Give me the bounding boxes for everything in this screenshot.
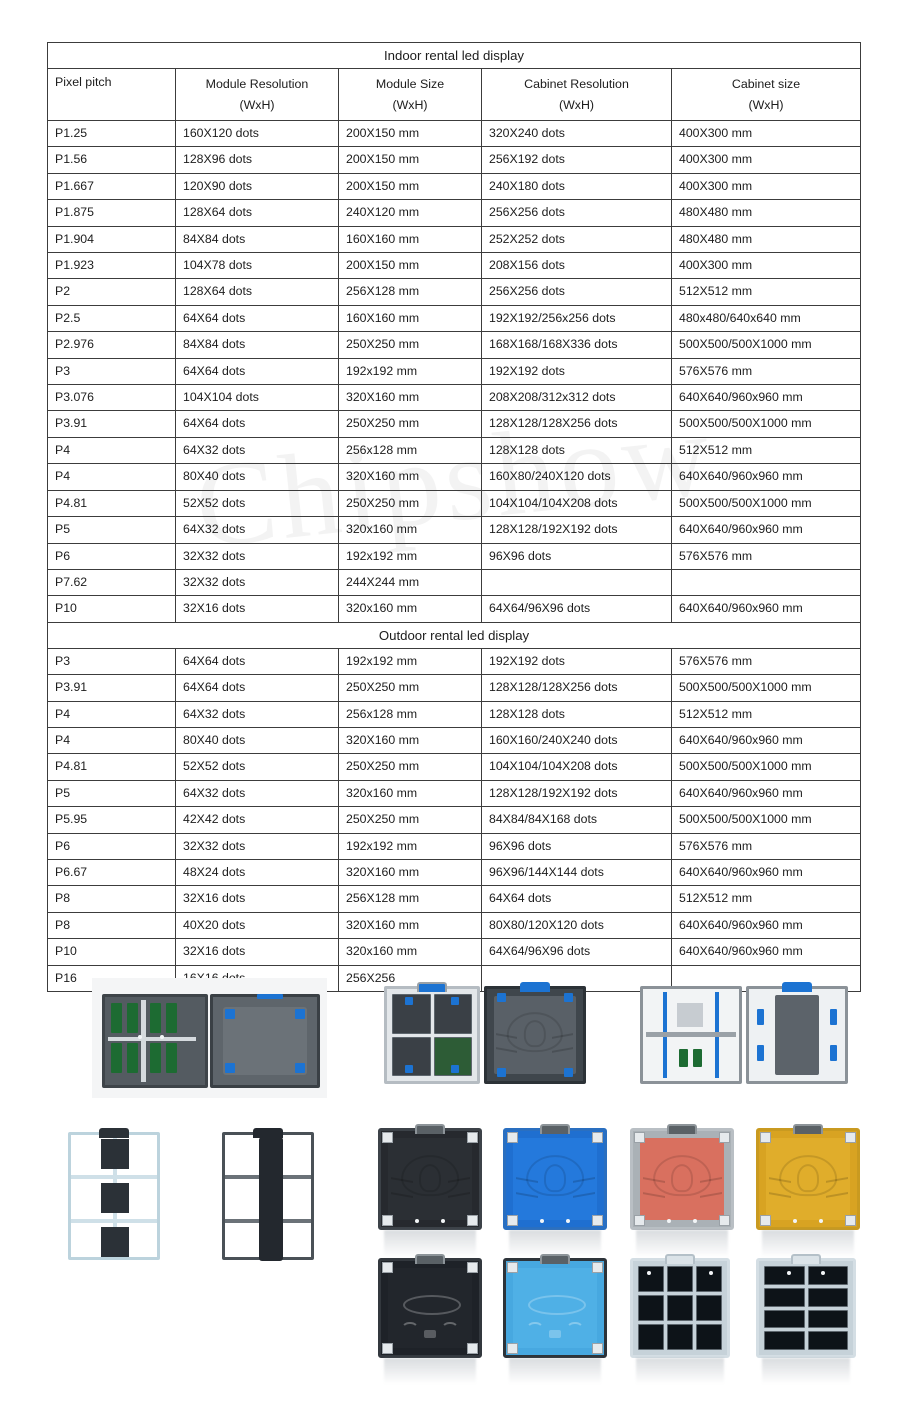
table-cell: 32X16 dots	[176, 886, 339, 912]
table-cell: 320x160 mm	[339, 939, 482, 965]
table-cell: 256x128 mm	[339, 437, 482, 463]
column-header-4	[672, 69, 861, 121]
table-cell: 128X128/128X256 dots	[482, 411, 672, 437]
table-cell: P2.5	[48, 305, 176, 331]
table-cell: 128X128/192X192 dots	[482, 517, 672, 543]
photo-cabinet-silver-frame-pair	[380, 974, 595, 1092]
table-cell: 576X576 mm	[672, 543, 861, 569]
table-cell: 128X64 dots	[176, 279, 339, 305]
table-cell: P1.56	[48, 147, 176, 173]
table-row	[48, 437, 861, 463]
table-cell: P6	[48, 833, 176, 859]
table-cell: 512X512 mm	[672, 437, 861, 463]
table-cell: 250X250 mm	[339, 411, 482, 437]
section-title: Indoor rental led display	[48, 43, 861, 69]
photo-cabinet-module-grid-2x4	[756, 1258, 856, 1358]
table-cell: P3	[48, 358, 176, 384]
column-header-sublabel: (WxH)	[748, 97, 784, 112]
table-row	[48, 727, 861, 753]
table-cell: P3.91	[48, 675, 176, 701]
table-cell: 128X128/128X256 dots	[482, 675, 672, 701]
table-cell: 400X300 mm	[672, 173, 861, 199]
table-cell: 200X150 mm	[339, 173, 482, 199]
table-row	[48, 807, 861, 833]
table-cell: 320X160 mm	[339, 727, 482, 753]
table-cell: 256X256 dots	[482, 200, 672, 226]
table-cell: 400X300 mm	[672, 253, 861, 279]
table-cell: P7.62	[48, 569, 176, 595]
section-title: Outdoor rental led display	[48, 622, 861, 648]
table-row	[48, 780, 861, 806]
table-cell: 244X244 mm	[339, 569, 482, 595]
table-cell: 64X32 dots	[176, 780, 339, 806]
spec-table-container	[47, 42, 860, 992]
table-cell: 640X640/960x960 mm	[672, 859, 861, 885]
table-cell: 512X512 mm	[672, 701, 861, 727]
table-cell: 96X96 dots	[482, 543, 672, 569]
table-cell: 32X16 dots	[176, 596, 339, 622]
table-cell: 252X252 dots	[482, 226, 672, 252]
table-cell: P5	[48, 780, 176, 806]
photo-cabinet-tall-frame-dark	[222, 1132, 314, 1260]
table-cell: 208X156 dots	[482, 253, 672, 279]
table-cell: 32X16 dots	[176, 939, 339, 965]
table-cell: 500X500/500X1000 mm	[672, 675, 861, 701]
table-cell: 320x160 mm	[339, 596, 482, 622]
table-cell: 320X160 mm	[339, 859, 482, 885]
table-cell: P3	[48, 648, 176, 674]
table-cell: 320x160 mm	[339, 780, 482, 806]
photo-cabinet-tall-frame-light	[68, 1132, 160, 1260]
cabinet-rear-pcb-right	[210, 994, 320, 1088]
table-cell: 64X32 dots	[176, 517, 339, 543]
table-cell: 64X64 dots	[482, 886, 672, 912]
table-cell: 400X300 mm	[672, 147, 861, 173]
column-header-3	[482, 69, 672, 121]
table-cell: 256X256 dots	[482, 279, 672, 305]
table-cell: 64X32 dots	[176, 437, 339, 463]
table-cell: 104X78 dots	[176, 253, 339, 279]
table-row	[48, 121, 861, 147]
table-cell: P10	[48, 596, 176, 622]
table-cell: 160X120 dots	[176, 121, 339, 147]
table-cell: P10	[48, 939, 176, 965]
table-cell: P4.81	[48, 490, 176, 516]
column-header-label: Module Size	[375, 76, 445, 91]
column-header-sublabel: (WxH)	[392, 97, 428, 112]
table-cell: 200X150 mm	[339, 147, 482, 173]
table-cell: P8	[48, 912, 176, 938]
table-cell: 192X192 dots	[482, 358, 672, 384]
table-cell: P4	[48, 464, 176, 490]
table-cell: 128X128/192X192 dots	[482, 780, 672, 806]
table-cell: 84X84/84X168 dots	[482, 807, 672, 833]
section-title-row	[48, 622, 861, 648]
cabinet-silver-front	[484, 986, 586, 1084]
table-cell: P3.91	[48, 411, 176, 437]
table-cell: 480X480 mm	[672, 200, 861, 226]
table-row	[48, 226, 861, 252]
table-cell: 320X160 mm	[339, 464, 482, 490]
table-cell: 84X84 dots	[176, 226, 339, 252]
product-gallery	[0, 960, 908, 1390]
table-row	[48, 411, 861, 437]
table-cell: P4	[48, 437, 176, 463]
table-row	[48, 886, 861, 912]
table-cell: 640X640/960x960 mm	[672, 912, 861, 938]
table-cell: 64X64 dots	[176, 675, 339, 701]
table-row	[48, 648, 861, 674]
table-cell: 500X500/500X1000 mm	[672, 754, 861, 780]
column-header-label: Module Resolution	[205, 76, 309, 91]
table-cell: 500X500/500X1000 mm	[672, 807, 861, 833]
table-cell: 250X250 mm	[339, 754, 482, 780]
table-cell: 256X192 dots	[482, 147, 672, 173]
table-cell: 168X168/168X336 dots	[482, 332, 672, 358]
table-cell: 640X640/960x960 mm	[672, 517, 861, 543]
photo-cabinet-front-red	[630, 1128, 734, 1230]
table-cell: 640X640/960x960 mm	[672, 596, 861, 622]
table-cell: 192x192 mm	[339, 833, 482, 859]
column-header-0	[48, 69, 176, 121]
table-row	[48, 569, 861, 595]
table-cell: 160X80/240X120 dots	[482, 464, 672, 490]
table-cell: 64X32 dots	[176, 701, 339, 727]
table-cell: 512X512 mm	[672, 886, 861, 912]
table-cell: 320x160 mm	[339, 517, 482, 543]
column-header-label: Cabinet size	[731, 76, 801, 91]
table-cell: P1.25	[48, 121, 176, 147]
table-cell: 160X160 mm	[339, 305, 482, 331]
table-cell: 250X250 mm	[339, 490, 482, 516]
cabinet-rear-pcb-left	[102, 994, 208, 1088]
table-cell: 640X640/960x960 mm	[672, 939, 861, 965]
table-cell: 128X128 dots	[482, 701, 672, 727]
table-row	[48, 200, 861, 226]
table-cell: 48X24 dots	[176, 859, 339, 885]
table-cell: 128X64 dots	[176, 200, 339, 226]
table-row	[48, 385, 861, 411]
table-cell: 104X104/104X208 dots	[482, 754, 672, 780]
photo-cabinet-front-gold	[756, 1128, 860, 1230]
table-row	[48, 147, 861, 173]
table-cell: 96X96 dots	[482, 833, 672, 859]
table-cell: 64X64/96X96 dots	[482, 596, 672, 622]
table-cell: 32X32 dots	[176, 833, 339, 859]
table-cell: 192X192 dots	[482, 648, 672, 674]
table-cell: 64X64 dots	[176, 411, 339, 437]
column-header-row	[48, 69, 861, 121]
table-row	[48, 596, 861, 622]
table-cell: 52X52 dots	[176, 754, 339, 780]
table-cell: 208X208/312x312 dots	[482, 385, 672, 411]
table-cell: 32X32 dots	[176, 543, 339, 569]
table-cell: P2.976	[48, 332, 176, 358]
table-row	[48, 543, 861, 569]
table-cell: P1.923	[48, 253, 176, 279]
table-row	[48, 332, 861, 358]
photo-cabinet-front-black	[378, 1128, 482, 1230]
table-cell: 42X42 dots	[176, 807, 339, 833]
table-cell: 104X104/104X208 dots	[482, 490, 672, 516]
table-cell: 576X576 mm	[672, 648, 861, 674]
table-cell: 96X96/144X144 dots	[482, 859, 672, 885]
table-row	[48, 701, 861, 727]
table-row	[48, 754, 861, 780]
table-cell: 256X128 mm	[339, 886, 482, 912]
cabinet-open-frame-right	[746, 986, 848, 1084]
table-cell: P2	[48, 279, 176, 305]
table-cell: 104X104 dots	[176, 385, 339, 411]
table-cell: P1.667	[48, 173, 176, 199]
table-cell: 192X192/256x256 dots	[482, 305, 672, 331]
table-cell: 640X640/960x960 mm	[672, 385, 861, 411]
table-cell: 64X64/96X96 dots	[482, 939, 672, 965]
table-cell: 500X500/500X1000 mm	[672, 332, 861, 358]
table-cell: 320X160 mm	[339, 385, 482, 411]
table-cell: P5	[48, 517, 176, 543]
table-cell: 500X500/500X1000 mm	[672, 490, 861, 516]
column-header-label: Cabinet Resolution	[524, 76, 629, 91]
column-header-sublabel: (WxH)	[558, 97, 595, 112]
table-row	[48, 912, 861, 938]
table-row	[48, 464, 861, 490]
table-cell: 256x128 mm	[339, 701, 482, 727]
table-cell: 500X500/500X1000 mm	[672, 411, 861, 437]
table-cell: 128X96 dots	[176, 147, 339, 173]
table-cell: 128X128 dots	[482, 437, 672, 463]
table-cell: 80X80/120X120 dots	[482, 912, 672, 938]
table-row	[48, 859, 861, 885]
table-cell: 64X64 dots	[176, 358, 339, 384]
table-cell: P6	[48, 543, 176, 569]
table-cell: 512X512 mm	[672, 279, 861, 305]
table-cell	[672, 569, 861, 595]
table-cell: P4	[48, 701, 176, 727]
photo-cabinet-rear-pcb-pair	[92, 978, 327, 1098]
table-cell: 40X20 dots	[176, 912, 339, 938]
table-cell: 192x192 mm	[339, 648, 482, 674]
table-cell: P6.67	[48, 859, 176, 885]
table-cell: P1.904	[48, 226, 176, 252]
photo-cabinet-open-frame-pair	[636, 974, 851, 1092]
table-row	[48, 279, 861, 305]
table-cell: 160X160/240X240 dots	[482, 727, 672, 753]
table-cell: 576X576 mm	[672, 358, 861, 384]
table-cell: 192x192 mm	[339, 543, 482, 569]
table-cell: P1.875	[48, 200, 176, 226]
table-row	[48, 305, 861, 331]
table-cell: P5.95	[48, 807, 176, 833]
table-cell: 576X576 mm	[672, 833, 861, 859]
photo-cabinet-front-blue	[503, 1128, 607, 1230]
column-header-2	[339, 69, 482, 121]
table-cell: P16	[48, 965, 176, 991]
table-cell: P4.81	[48, 754, 176, 780]
table-cell: 640X640/960x960 mm	[672, 464, 861, 490]
photo-cabinet-front-dark-oval	[378, 1258, 482, 1358]
table-cell: 52X52 dots	[176, 490, 339, 516]
table-cell: 320X160 mm	[339, 912, 482, 938]
table-cell: 80X40 dots	[176, 464, 339, 490]
table-cell: 80X40 dots	[176, 727, 339, 753]
column-header-label: Pixel pitch	[55, 75, 112, 89]
table-cell: 640X640/960x960 mm	[672, 727, 861, 753]
table-cell: 84X84 dots	[176, 332, 339, 358]
table-cell: 64X64 dots	[176, 305, 339, 331]
table-row	[48, 833, 861, 859]
table-row	[48, 517, 861, 543]
table-cell: 192x192 mm	[339, 358, 482, 384]
table-cell: 250X250 mm	[339, 807, 482, 833]
table-cell: 320X240 dots	[482, 121, 672, 147]
table-row	[48, 675, 861, 701]
table-cell: P3.076	[48, 385, 176, 411]
table-cell: P4	[48, 727, 176, 753]
photo-cabinet-module-grid-3x3	[630, 1258, 730, 1358]
table-cell: 250X250 mm	[339, 675, 482, 701]
cabinet-open-frame-left	[640, 986, 742, 1084]
table-cell: 64X64 dots	[176, 648, 339, 674]
column-header-sublabel: (WxH)	[239, 97, 275, 112]
table-cell: P8	[48, 886, 176, 912]
table-cell: 480x480/640x640 mm	[672, 305, 861, 331]
table-cell: 250X250 mm	[339, 332, 482, 358]
table-cell: 200X150 mm	[339, 253, 482, 279]
table-cell: 200X150 mm	[339, 121, 482, 147]
table-cell: 256X128 mm	[339, 279, 482, 305]
table-cell: 32X32 dots	[176, 569, 339, 595]
table-cell	[482, 569, 672, 595]
table-row	[48, 253, 861, 279]
table-cell: 640X640/960x960 mm	[672, 780, 861, 806]
table-cell: 240X120 mm	[339, 200, 482, 226]
table-row	[48, 490, 861, 516]
table-cell: 400X300 mm	[672, 121, 861, 147]
table-row	[48, 358, 861, 384]
table-cell: 240X180 dots	[482, 173, 672, 199]
table-cell: 120X90 dots	[176, 173, 339, 199]
column-header-1	[176, 69, 339, 121]
cabinet-silver-open	[384, 986, 480, 1084]
table-cell: 160X160 mm	[339, 226, 482, 252]
section-title-row	[48, 43, 861, 69]
table-cell: 256X256	[339, 965, 482, 991]
led-spec-table	[47, 42, 861, 992]
table-row	[48, 173, 861, 199]
photo-cabinet-front-lightblue-led	[503, 1258, 607, 1358]
table-cell: 480X480 mm	[672, 226, 861, 252]
